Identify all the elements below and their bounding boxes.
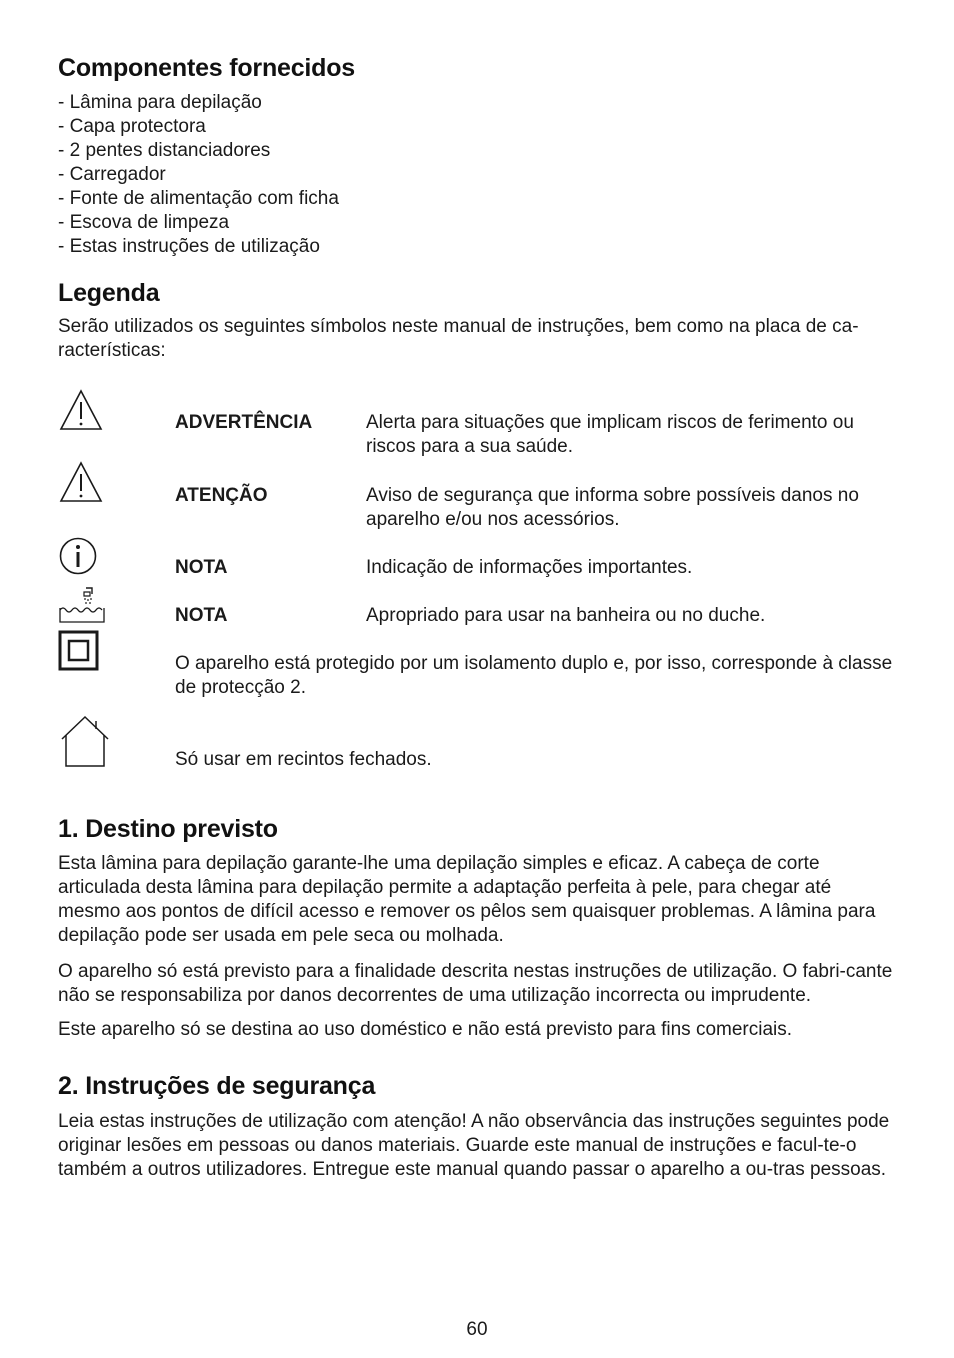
legend-label-caution: ATENÇÃO [175, 485, 268, 506]
legend-text-indoor: Só usar em recintos fechados. [175, 749, 432, 770]
caution-triangle-icon [58, 460, 104, 504]
list-item: - Escova de limpeza [58, 212, 230, 233]
bath-shower-icon [58, 584, 106, 626]
list-item: - Fonte de alimentação com ficha [58, 188, 339, 209]
legend-text-warning: Alerta para situações que implicam riscos de ferimento ou riscos para a sua saúde. [366, 412, 854, 457]
legend-text-caution: Aviso de segurança que informa sobre possíveis danos no aparelho e/ou nos acessórios. [366, 485, 859, 530]
double-insulation-icon [58, 630, 100, 672]
intended-use-paragraph-3: Este aparelho só se destina ao uso doméstico e não está previsto para fins comerciais. [58, 1019, 793, 1040]
warning-triangle-icon [58, 388, 104, 432]
components-heading: Componentes fornecidos [58, 54, 356, 82]
legend-heading: Legenda [58, 279, 160, 307]
list-item: - Estas instruções de utilização [58, 236, 320, 257]
list-item: - Lâmina para depilação [58, 92, 262, 113]
safety-heading: 2. Instruções de segurança [58, 1072, 376, 1100]
intended-use-paragraph-1: Esta lâmina para depilação garante-lhe uma depilação simples e eficaz. A cabeça de corte articulada desta lâmina para depilação permite a adaptação perfeita à pele, para chegar até mesmo aos pontos de difícil acesso e remover os pêlos sem quaisquer problemas. A lâmina para depilação pode ser usada em pele seca ou molhada. [58, 853, 876, 946]
list-item: - Carregador [58, 164, 166, 185]
list-item: - Capa protectora [58, 116, 206, 137]
page-number: 60 [466, 1319, 488, 1340]
safety-paragraph-1: Leia estas instruções de utilização com atenção! A não observância das instruções seguintes pode originar lesões em pessoas ou danos materiais. Guarde este manual de instruções e facul-te-o também a outros utilizadores. Entregue este manual quando passar o aparelho a ou-tras pessoas. [58, 1111, 890, 1180]
legend-text-bath: Apropriado para usar na banheira ou no duche. [366, 605, 766, 626]
legend-text-insulation: O aparelho está protegido por um isolamento duplo e, por isso, corresponde à classe de protecção 2. [175, 653, 893, 698]
list-item: - 2 pentes distanciadores [58, 140, 271, 161]
intended-use-paragraph-2: O aparelho só está previsto para a finalidade descrita nestas instruções de utilização. O fabri-cante não se responsabiliza por danos decorrentes de uma utilização incorrecta ou imprudente. [58, 961, 893, 1006]
components-list [58, 91, 339, 259]
legend-label-bath: NOTA [175, 605, 228, 626]
indoor-house-icon [58, 715, 112, 769]
intended-use-heading: 1. Destino previsto [58, 815, 278, 843]
legend-text-info: Indicação de informações importantes. [366, 557, 693, 578]
legend-intro: Serão utilizados os seguintes símbolos neste manual de instruções, bem como na placa de ca-racterísticas: [58, 316, 859, 361]
legend-label-info: NOTA [175, 557, 228, 578]
legend-label-warning: ADVERTÊNCIA [175, 412, 313, 433]
info-icon [58, 536, 98, 576]
